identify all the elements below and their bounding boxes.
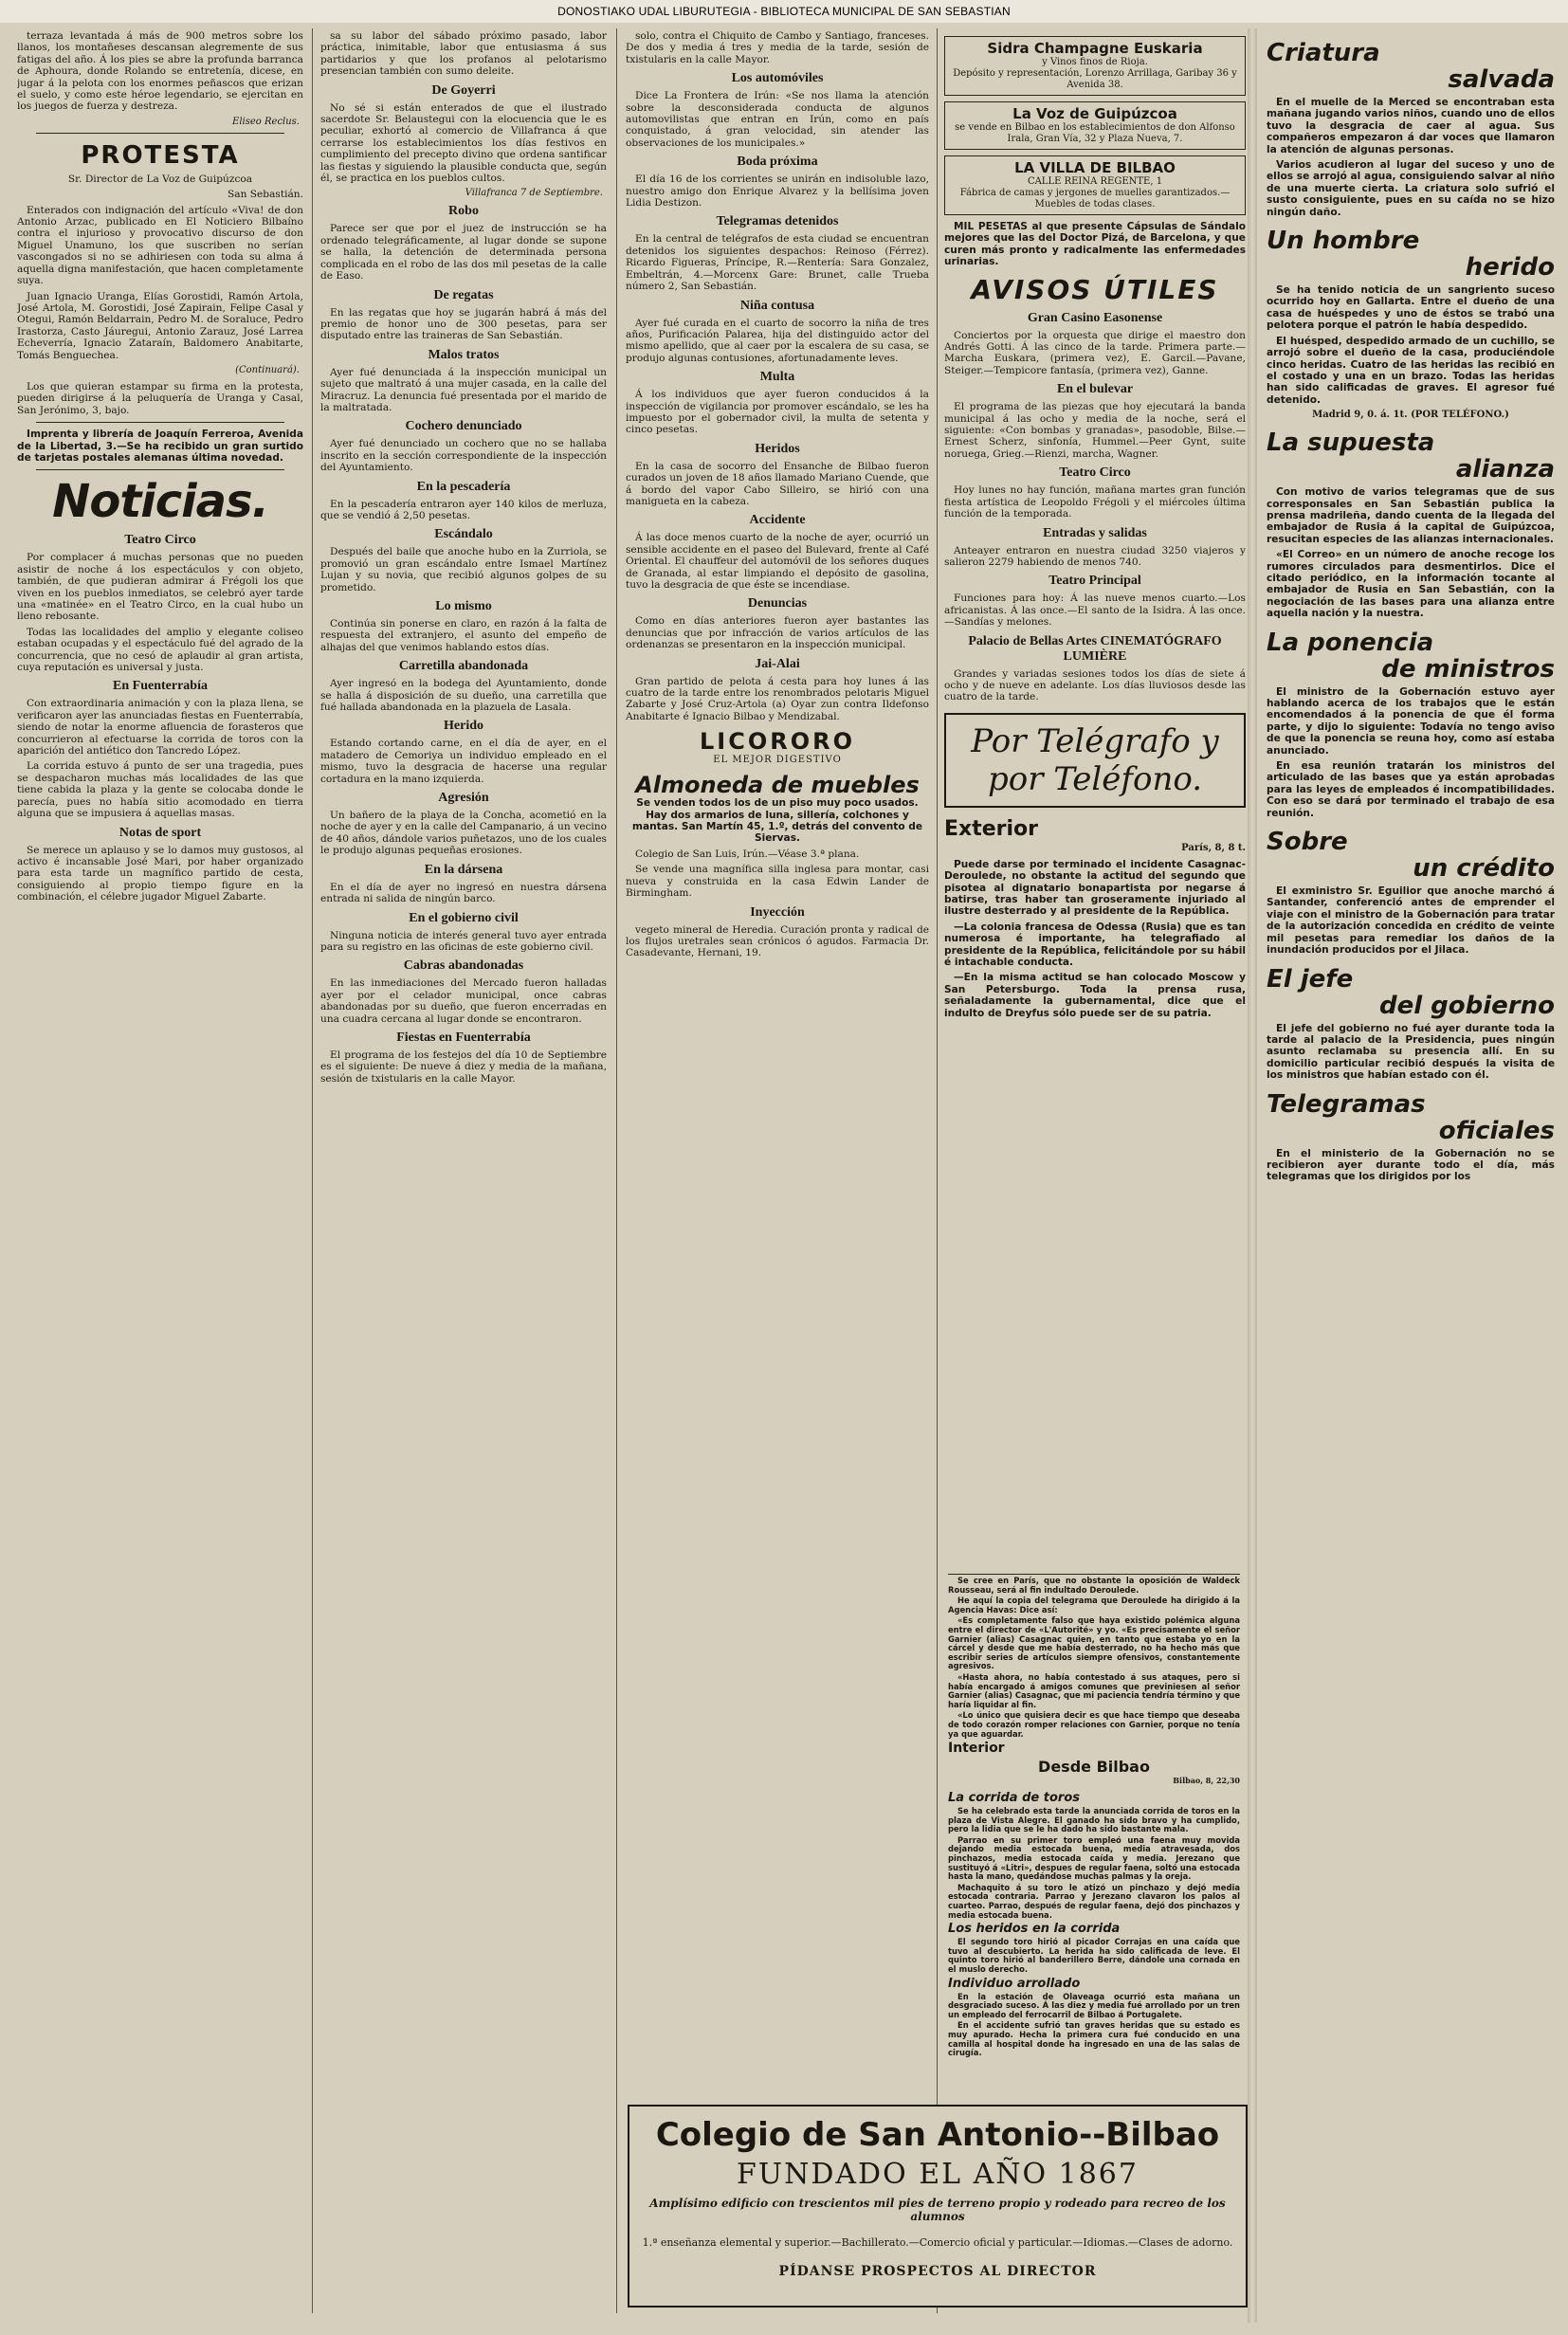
herido-body: Estando cortando carne, en el día de ayer, en el matadero de Cemoriya un individuo empleado en el mismo, tuvo la desgracia de hacerse una regular cortadura en la mano izquierda. <box>320 738 607 785</box>
agresion-body: Un bañero de la playa de la Concha, acometió en la noche de ayer y en la calle del Campanario, á un vecino de 40 años, dándole varios puñetazos, uno de los cuales le produjo algunas pequeñas erosiones. <box>320 810 607 857</box>
individuo-body: En la estación de Olaveaga ocurrió esta mañana un desgraciado suceso. Á las diez y media fué arrollado por un tren un empleado del ferrocarril de Bilbao á Portugalete. <box>948 1991 1240 2019</box>
teatro-circo-body-2: Todas las localidades del amplio y elegante coliseo estaban ocupadas y el espectáculo fué del agrado de la concurrencia, que no cesó de aplaudir al gran artista, cuya reputación es universal y justa. <box>17 626 303 674</box>
continued-note: (Continuará). <box>235 364 300 375</box>
corrida-body-2: Parrao en su primer toro empleó una faena muy movida dejando media estocada buena, media atravesada, dos pinchazos, media estocada caída y media. Jerezano que sustituyó á «Litri», despues de regular faena, soltó una estocada hasta la mano, quedándose muchas palmas y la oreja. <box>948 1834 1240 1882</box>
colegio-irun-ad: Colegio de San Luis, Irún.—Véase 3.ª plana. <box>635 848 860 860</box>
lo-mismo-body: Continúa sin ponerse en claro, en razón á la falta de respuesta del extranjero, el asunto del empeño de alhajas del que venimos hablando estos días. <box>320 618 607 653</box>
colegio-cta: PÍDANSE PROSPECTOS AL DIRECTOR <box>778 2264 1097 2279</box>
heridos-corrida-body: El segundo toro hirió al picador Corrajas en una caída que tuvo al descubierto. La herida ha sido calificada de leve. El quinto toro hirió al banderillero Berre, dándole una cornada en el muslo derecho. <box>948 1937 1240 1974</box>
entradas-heading: Entradas y salidas <box>1043 525 1147 540</box>
accidente-body: Á las doce menos cuarto de la noche de ayer, ocurrió un sensible accidente en el paseo del Bulevard, frente al Café Oriental. El chauffeur del automóvil de los señores duques de Granada, al estar limpiando el depósito de gasolina, tuvo la desgracia de que éste se incendiase. <box>626 532 929 591</box>
villa-body: Fábrica de camas y jergones de muelles garantizados.—Muebles de todas clases. <box>959 188 1231 210</box>
noticias-heading: Noticias. <box>52 475 268 529</box>
teatro-circo-body: Por complacer á muchas personas que no pueden asistir de noche á los espectáculos y con objeto, también, de que pudieran admirar á Frégoli los que viven en los pueblos inmediatos, se celebró ayer tarde una «matinée» en el Teatro Circo, en la cual hubo un lleno rebosante. <box>17 552 303 623</box>
cabras-body: En las inmediaciones del Mercado fueron halladas ayer por el celador municipal, once cabras abandonadas por su dueño, que fueron encerradas en una cuadra cercana al lugar donde se encontraron. <box>320 977 607 1025</box>
article-continuation: solo, contra el Chiquito de Cambo y Santiago, franceses. De dos y media á tres y media de la tarde, sesión de txistularis en la calle Mayor. <box>626 30 929 65</box>
alianza-heading: La supuesta alianza <box>1267 429 1555 484</box>
boda-heading: Boda próxima <box>737 155 818 170</box>
principal-heading: Teatro Principal <box>1048 574 1141 589</box>
avisos-heading: AVISOS ÚTILES <box>971 273 1219 305</box>
deroulede-intro: Se cree en París, que no obstante la oposición de Waldeck Rousseau, será al fin indultado Deroulede. <box>948 1576 1240 1595</box>
bulevar-heading: En el bulevar <box>1056 382 1134 397</box>
fiestas-body: El programa de los festejos del día 10 de Septiembre es el siguiente: De nueve á diez y media de la mañana, sesión de txistularis en la calle Mayor. <box>320 1049 607 1085</box>
exterior-body-2: —La colonia francesa de Odessa (Rusia) que es tan numerosa é importante, ha telegrafiado al presidente de la República, felicitándole por su hábil é intachable conducta. <box>944 921 1246 968</box>
champagne-ad <box>944 36 1246 96</box>
jaialai-heading: Jai-Alai <box>755 656 800 671</box>
goyerri-signature: Villafranca 7 de Septiembre. <box>465 188 603 199</box>
column-3 <box>626 30 929 2097</box>
telegrama-body: «Es completamente falso que haya existido polémica alguna entre el director de «L'Autorité» y yo. «Es precisamente el señor Garnier (alias) Casagnac quien, en tanto que estaba yo en la cárcel y desde que me había desterrado, no ha hecho más que escribir series de artículos siempre ofensivos, constantemente agresivos. <box>948 1615 1240 1671</box>
colegio-name: Colegio de San Antonio--Bilbao <box>655 2116 1220 2154</box>
accidente-heading: Accidente <box>749 513 806 528</box>
imprenta-ad: Imprenta y librería de Joaquín Ferreroa, Avenida de la Libertad, 3.—Se ha recibido un gran surtido de tarjetas postales alemanas última novedad. <box>17 429 303 464</box>
voz-ad <box>944 101 1246 150</box>
villa-title: LA VILLA DE BILBAO <box>1014 159 1176 176</box>
denuncias-body: Como en días anteriores fueron ayer bastantes las denuncias que por infracción de varios artículos de las ordenanzas se presentaron en la inspección municipal. <box>626 615 929 651</box>
colegio-sub: Amplísimo edificio con trescientos mil pies de terreno propio y rodeado para recreo de los alumnos <box>649 2197 1226 2223</box>
jaialai-body: Gran partido de pelota á cesta para hoy lunes á las cuatro de la tarde entre los renombrados pelotaris Miguel Zabarte y José Cruz-Artola (a) Oyar zun contra Ildefonso Anabitarte é Ignacio Bilbao y Mendizabal. <box>626 675 929 722</box>
pescaderia-body: En la pescadería entraron ayer 140 kilos de merluza, que se vendió á 2,50 pesetas. <box>320 498 607 521</box>
carretilla-body: Ayer ingresó en la bodega del Ayuntamiento, donde se halla á disposición de su dueño, una carretilla que fué hallada abandonada en la plazuela de Lasala. <box>320 678 607 714</box>
telegrama-body-3: «Lo único que quisiera decir es que hace tiempo que deseaba de todo corazón romper relaciones con Garnier, porque no tenía ya que aguardar. <box>948 1710 1240 1739</box>
darsena-heading: En la dársena <box>424 862 503 877</box>
carretilla-heading: Carretilla abandonada <box>398 659 529 674</box>
telegramas-heading: Telegramas detenidos <box>716 214 839 229</box>
casino-body: Conciertos por la orquesta que dirige el maestro don Andrés Gotti. Á las cinco de la tarde. Primera parte.—Marcha Euskara, (primera vez), E. Garcil.—Pavane, Steiger.—Tempicore fantasía, (primera vez), Ganne. <box>944 329 1246 376</box>
entradas-body: Anteayer entraron en nuestra ciudad 3250 viajeros y salieron 2279 habiendo de menos 740. <box>944 544 1246 568</box>
herido-heading: Herido <box>444 719 483 734</box>
column-1 <box>17 30 303 2325</box>
silla-ad: Se vende una magnífica silla inglesa para montar, casi nueva y construida en la casa Edwin Lander de Birmingham. <box>626 864 929 900</box>
protesta-heading: PROTESTA <box>81 140 240 170</box>
voz-body: se vende en Bilbao en los establecimientos de don Alfonso Irala, Gran Vía, 32 y Plaza Nueva, 7. <box>955 122 1235 144</box>
champagne-body: Depósito y representación, Lorenzo Arrillaga, Garibay 36 y Avenida 38. <box>953 68 1237 90</box>
heridos-body: En la casa de socorro del Ensanche de Bilbao fueron curados un joven de 18 años llamado Mariano Cuende, que á bordo del vapor Cabo Silleiro, se hirió con una manigueta en la cabeza. <box>626 460 929 507</box>
bellas-artes-heading: Palacio de Bellas Artes CINEMATÓGRAFO LUMIÈRE <box>968 633 1222 664</box>
goyerri-body: No sé si están enterados de que el ilustrado sacerdote Sr. Belaustegui con la elocuencia que le es peculiar, exhortó al comercio de Villafranca á que cerrarse los establecimientos los días festivos en cumplimiento del precepto divino que ordena santificar las fiestas y siguiendo la plausible conducta que, según él, se practica en los pueblos cultos. <box>320 101 607 185</box>
column-rule <box>312 28 313 2313</box>
cochero-heading: Cochero denunciado <box>405 419 522 434</box>
denuncias-heading: Denuncias <box>747 596 808 611</box>
heridos-heading: Heridos <box>755 441 800 456</box>
divider <box>36 133 284 134</box>
telegrafo-banner: Por Telégrafo y por Teléfono. <box>944 713 1246 808</box>
licororo-ad-title: LICORORO <box>699 728 855 756</box>
exterior-heading: Exterior <box>944 816 1039 841</box>
desde-bilbao-heading: Desde Bilbao <box>1038 1758 1150 1777</box>
robo-heading: Robo <box>448 204 479 219</box>
corrida-body: Se ha celebrado esta tarde la anunciada corrida de toros en la plaza de Vista Alegre. El ganado ha sido bravo y ha cumplido, pero la lidia que se le ha dado ha sido bastante mala. <box>948 1806 1240 1834</box>
gobierno-civil-body: Ninguna noticia de interés general tuvo ayer entrada para su registro en las oficinas de este gobierno civil. <box>320 929 607 953</box>
hombre-body: Se ha tenido noticia de un sangriento suceso ocurrido hoy en Gallarta. Entre el dueño de una casa de huéspedes y uno de éstos se trabó una pelotera porque el patrón le había despedido. <box>1267 284 1555 332</box>
voz-title: La Voz de Guipúzcoa <box>1012 105 1177 122</box>
library-header: DONOSTIAKO UDAL LIBURUTEGIA - BIBLIOTECA MUNICIPAL DE SAN SEBASTIAN <box>0 0 1568 23</box>
fuenterrabia-body-2: La corrida estuvo á punto de ser una tragedia, pues se despacharon muchas más localidades de las que tiene cabida la plaza y la gente se colocaba donde le parecía, pues no había sitio acomodado en tierra alguna que se impusiera á aquellas masas. <box>17 760 303 820</box>
malos-tratos-body: Ayer fué denunciada á la inspección municipal un sujeto que maltrató á una mujer casada, en la calle del Miracruz. La denuncia fué presentada por el marido de la maltratada. <box>320 366 607 413</box>
credito-heading: Sobre un crédito <box>1267 828 1555 884</box>
telegramas-body: En la central de telégrafos de esta ciudad se encuentran detenidos los siguientes despachos: Reinoso (Férrez). Ricardo Figueras, Príncipe, R.—Rentería: Sara Gonzalez, Embeltrán, 4.—Morcenx Gare: Brunet, calle Trueba número 2, San Sebastián. <box>626 233 929 293</box>
article-continuation: terraza levantada á más de 900 metros sobre los llanos, los montañeses descansan alegremente de sus fatigas del año. Á los pies se abre la profunda barranca de Aphoura, donde Rolando se entretenía, dicese, en jugar á la pelota con los enormes peñascos que erizan el suelo, y como este héroe legendario, se ejercitan en los juegos de fuerza y destreza. <box>17 30 303 113</box>
fuenterrabia-heading: En Fuenterrabía <box>113 679 208 694</box>
divider <box>36 469 284 470</box>
telegrama-intro: He aquí la copia del telegrama que Deroulede ha dirigido á la Agencia Havas: Dice así: <box>948 1596 1240 1614</box>
protesta-body: Enterados con indignación del artículo «Viva! de don Antonio Arzac, publicado en El Noticiero Bilbaíno contra el injurioso y provocativo discurso de don Miguel Unamuno, los que suscriben no serían vascongados si no se adhiriesen con toda su alma á aquella digna manifestación, que hacen completamente suya. <box>17 204 303 287</box>
escandalo-heading: Escándalo <box>434 527 493 542</box>
deroulede-bilbao-block <box>948 1574 1240 2096</box>
colegio-courses: 1.ª enseñanza elemental y superior.—Bachillerato.—Comercio oficial y particular.—Idiomas.—Clases de adorno. <box>642 2236 1233 2249</box>
page-fold <box>1248 28 1257 2323</box>
villa-sub: CALLE REINA REGENTE, 1 <box>1027 176 1163 187</box>
boda-body: El día 16 de los corrientes se unirán en indisoluble lazo, nuestro amigo don Enrique Alvarez y la bellísima joven Lidia Destizon. <box>626 173 929 210</box>
teatro-circo-heading: Teatro Circo <box>124 533 196 548</box>
sport-body: Se merece un aplauso y se lo damos muy gustosos, al activo é incansable José Mari, por haber organizado para esta tarde un magnífico partido de cesta, consiguiendo al propio tiempo figure en la combinación, el célebre jugador Miguel Zabarte. <box>17 844 303 903</box>
hombre-heading: Un hombre herido <box>1267 227 1555 283</box>
inyeccion-heading: Inyección <box>750 904 805 920</box>
oficiales-heading: Telegramas oficiales <box>1267 1089 1555 1145</box>
bellas-artes-body: Grandes y variadas sesiones todos los días de siete á ocho y de nueve en adelante. Los días lluviosos desde las cuatro de la tarde. <box>944 667 1246 703</box>
circo-body: Hoy lunes no hay función, mañana martes gran función fiesta artística de Leopoldo Frégoli y el miércoles última función de la temporada. <box>944 484 1246 520</box>
corrida-heading: La corrida de toros <box>948 1791 1080 1806</box>
multa-heading: Multa <box>759 370 795 385</box>
column-5 <box>1267 30 1555 2325</box>
hombre-body-2: El huésped, despedido armado de un cuchillo, se arrojó sobre el dueño de la casa, produciéndole cinco heridas. Cuatro de las heridas las recibió en el costado y una en un brazo. Todas las heridas han sido calificadas de graves. El agresor fué detenido. <box>1267 335 1555 406</box>
exterior-body: Puede darse por terminado el incidente Casagnac-Deroulede, no obstante la actitud del segundo que pisotea al dignatario bonapartista por negarse á batirse, tras haber tan groseramente injuriado al ilustre desterrado y al presidente de la República. <box>944 858 1246 918</box>
oficiales-body: En el ministerio de la Gobernación no se recibieron ayer durante todo el día, más telegramas que los dirigidos por los <box>1267 1147 1555 1183</box>
inyeccion-body: vegeto mineral de Heredia. Curación pronta y radical de los flujos uretrales sean crónicos ó agudos. Farmacia Dr. Casadevante, Hernani, 19. <box>626 923 929 959</box>
jefe-body: El jefe del gobierno no fué ayer durante toda la tarde al palacio de la Presidencia, pues ningún asunto reclamaba su presencia allí. En su domicilio particular recibió después la visita de los ministros que habían estado con él. <box>1267 1022 1555 1082</box>
ponencia-body-2: En esa reunión tratarán los ministros del articulado de las bases que ya están aprobadas para las leyes de empleados é incompatibilidades. Con eso se dará por terminado el trabajo de esa reunión. <box>1267 760 1555 819</box>
automoviles-heading: Los automóviles <box>731 71 824 86</box>
heridos-corrida-heading: Los heridos en la corrida <box>948 1922 1121 1937</box>
pesetas-ad: MIL PESETAS al que presente Cápsulas de Sándalo mejores que las del Doctor Pizá, de Barcelona, y que curen más pronto y radicalmente las enfermedades urinarias. <box>944 221 1246 268</box>
champagne-sub: y Vinos finos de Rioja. <box>1042 57 1148 67</box>
protesta-addressee: Sr. Director de La Voz de Guipúzcoa <box>67 173 253 185</box>
escandalo-body: Después del baile que anoche hubo en la Zurriola, se promovió un gran escándalo entre Ismael Martínez Lujan y su novia, que recibió algunos golpes de su prometido. <box>320 546 607 593</box>
bulevar-body: El programa de las piezas que hoy ejecutará la banda municipal á las ocho y media de la noche, será el siguiente: «Con bombas y granadas», pasodoble, Bilse.—Ernest Scherz, sinfonía, Hummel.—Peer Gynt, suite noruega, Grieg.—Rienzi, marcha, Wagner. <box>944 401 1246 460</box>
alianza-body-2: «El Correo» en un número de anoche recoge los rumores circulados para desmentirlos. Dice el citado periódico, en la información tocante al embajador de Rusia en San Sebastián, con la negociación de las bases para una alianza entre aquella nación y la nuestra. <box>1267 549 1555 620</box>
pescaderia-heading: En la pescadería <box>416 479 511 494</box>
criatura-heading: Criatura salvada <box>1267 39 1555 94</box>
champagne-title: Sidra Champagne Euskaria <box>987 40 1203 57</box>
corrida-body-3: Machaquito á su toro le atizó un pinchazo y dejó media estocada contraria. Parrao y Jerezano clavaron los palos al cuarteo. Parrao, después de regular faena, dejó dos pinchazos y media estocada buena. <box>948 1882 1240 1920</box>
ponencia-heading: La ponencia de ministros <box>1267 628 1555 684</box>
criatura-body: En el muelle de la Merced se encontraban esta mañana jugando varios niños, cuando uno de ellos tuvo la desgracia de caer al agua. Sus compañeros empezaron á dar voces que llamaron la atención de algunas personas. <box>1267 97 1555 155</box>
interior-heading: Interior <box>948 1741 1005 1757</box>
colegio-san-antonio-ad <box>628 2105 1248 2308</box>
multa-body: Á los individuos que ayer fueron conducidos á la inspección de vigilancia por promover escándalo, se les ha impuesto por el gobernador civil, la multa de setenta y cinco pesetas. <box>626 389 929 436</box>
principal-body: Funciones para hoy: Á las nueve menos cuarto.—Los africanistas. Á las once.—El santo de la Isidra. Á las once.—Sandías y melones. <box>944 593 1246 629</box>
casino-heading: Gran Casino Easonense <box>1027 310 1163 325</box>
goyerri-heading: De Goyerri <box>431 82 496 98</box>
automoviles-body: Dice La Frontera de Irún: «Se nos llama la atención sobre la desconsiderada conducta de algunos automovilistas que entran en Irún, como en país conquistado, á gran velocidad, sin atender las observaciones de los municipales.» <box>626 90 929 149</box>
protesta-note: Los que quieran estampar su firma en la protesta, pueden dirigirse á la peluquería de Uranga y Casal, San Jerónimo, 3, bajo. <box>17 380 303 416</box>
protesta-signatories: Juan Ignacio Uranga, Elías Gorostidi, Ramón Artola, José Artola, M. Gorostidi, José Zapirain, Felipe Casal y Otegui, Ramón Beldarrain, Pedro M. de Soraluce, Pedro Irastorza, Casto Jáuregui, Antonio Zarauz, José Larrea Echeverría, Ignacio Zataraín, Baldomero Anabitarte, Tomás Benguechea. <box>17 290 303 361</box>
telegrama-body-2: «Hasta ahora, no había contestado á sus ataques, pero si había encargado á amigos comunes que previniesen al señor Garnier (alias) Casagnac, que mi paciencia tendría término y que haría liquidar al fin. <box>948 1671 1240 1709</box>
villa-ad <box>944 155 1246 215</box>
ponencia-body: El ministro de la Gobernación estuvo ayer hablando acerca de los trabajos que le están encomendados á la ponencia de que él forma parte, y dijo lo siguiente: Todavía no tengo aviso de que la ponencia se reuna hoy, como así estaba anunciado. <box>1267 685 1555 757</box>
regatas-body: En las regatas que hoy se jugarán habrá á más del premio de honor uno de 300 pesetas, para ser disputado entre las traineras de San Sebastián. <box>320 306 607 342</box>
criatura-body-2: Varios acudieron al lugar del suceso y uno de ellos se arrojó al agua, consiguiendo salvar al niño de una muerte cierta. La criatura solo sufrió el susto consiguiente, pues en su caída no se hizo ningún daño. <box>1267 159 1555 218</box>
individuo-body-2: En el accidente sufrió tan graves heridas que su estado es muy apurado. Hecha la primera cura fué conducido en una camilla al hospital donde ha ingresado en una de las salas de cirugía. <box>948 2020 1240 2058</box>
signature: Eliseo Reclus. <box>232 116 300 127</box>
nina-heading: Niña contusa <box>739 298 815 313</box>
sport-heading: Notas de sport <box>119 825 202 840</box>
circo-heading: Teatro Circo <box>1059 465 1131 481</box>
exterior-dateline: París, 8, 8 t. <box>1181 842 1246 853</box>
licororo-ad-sub: EL MEJOR DIGESTIVO <box>713 755 842 766</box>
agresion-heading: Agresión <box>438 791 489 806</box>
exterior-body-3: —En la misma actitud se han colocado Moscow y San Petersburgo. Toda la prensa rusa, señaladamente la gubernamental, dice que el indulto de Dreyfus sólo puede ser de su patria. <box>944 972 1246 1019</box>
credito-body: El exministro Sr. Eguilior que anoche marchó á Santander, conferenció antes de emprender el viaje con el ministro de la Gobernación para tratar de la autorización concedida en crédito de veinte mil pesetas para remediar los daños de la inundación producidos por el Jilaca. <box>1267 885 1555 957</box>
nina-body: Ayer fué curada en el cuarto de socorro la niña de tres años, Purificación Palarea, hija del distinguido actor del mismo apellido, que al caer por la escalera de su casa, se produjo algunas contusiones, afortunadamente leves. <box>626 317 929 364</box>
fuenterrabia-body: Con extraordinaria animación y con la plaza llena, se verificaron ayer las anunciadas fiestas en Fuenterrabía, siendo de notar la enorme afluencia de forasteros que concurrieron al efectuarse la corrida de toros con la aparición del antiético don Tancredo López. <box>17 698 303 757</box>
regatas-heading: De regatas <box>433 287 494 302</box>
column-rule <box>616 28 617 2313</box>
cochero-body: Ayer fué denunciado un cochero que no se hallaba inscrito en la sección correspondiente de la inspección del Ayuntamiento. <box>320 438 607 474</box>
fiestas-heading: Fiestas en Fuenterrabía <box>396 1030 531 1045</box>
lo-mismo-heading: Lo mismo <box>435 599 492 613</box>
madrid-dateline: Madrid 9, 0. á. 1t. (POR TELÉFONO.) <box>1312 410 1509 421</box>
robo-body: Parece ser que por el juez de instrucción se ha ordenado telegráficamente, al lugar donde se supone se halla, la detención de determinada persona complicada en el robo de las dos mil pesetas de la calle de Easo. <box>320 223 607 283</box>
divider <box>36 422 284 423</box>
column-rule <box>937 28 938 2313</box>
gobierno-civil-heading: En el gobierno civil <box>409 910 519 925</box>
almoneda-body: Se venden todos los de un piso muy poco usados. Hay dos armarios de luna, sillería, colchones y mantas. San Martín 45, 1.º, detrás del convento de Siervas. <box>631 797 923 845</box>
column-2 <box>320 30 607 2325</box>
colegio-founded: FUNDADO EL AÑO 1867 <box>736 2158 1139 2191</box>
jefe-heading: El jefe del gobierno <box>1267 964 1555 1020</box>
individuo-heading: Individuo arrollado <box>948 1976 1081 1991</box>
bilbao-dateline: Bilbao, 8, 22,30 <box>1173 1776 1240 1786</box>
darsena-body: En el día de ayer no ingresó en nuestra dársena entrada ni salida de ningún barco. <box>320 881 607 905</box>
article-continuation: sa su labor del sábado próximo pasado, labor práctica, inimitable, labor que entusiasma á sus partidarios y que los profanos al pelotarismo presencian también con sumo deleite. <box>320 30 607 78</box>
malos-tratos-heading: Malos tratos <box>428 347 500 362</box>
almoneda-heading: Almoneda de muebles <box>635 772 920 799</box>
protesta-place: San Sebastián. <box>228 189 303 201</box>
alianza-body: Con motivo de varios telegramas que de sus corresponsales en San Sebastián publica la prensa madrileña, dando cuenta de la llegada del embajador de Rusia á la capital de Guipúzcoa, resucitan especies de las alianzas internacionales. <box>1267 486 1555 545</box>
cabras-heading: Cabras abandonadas <box>403 958 524 974</box>
